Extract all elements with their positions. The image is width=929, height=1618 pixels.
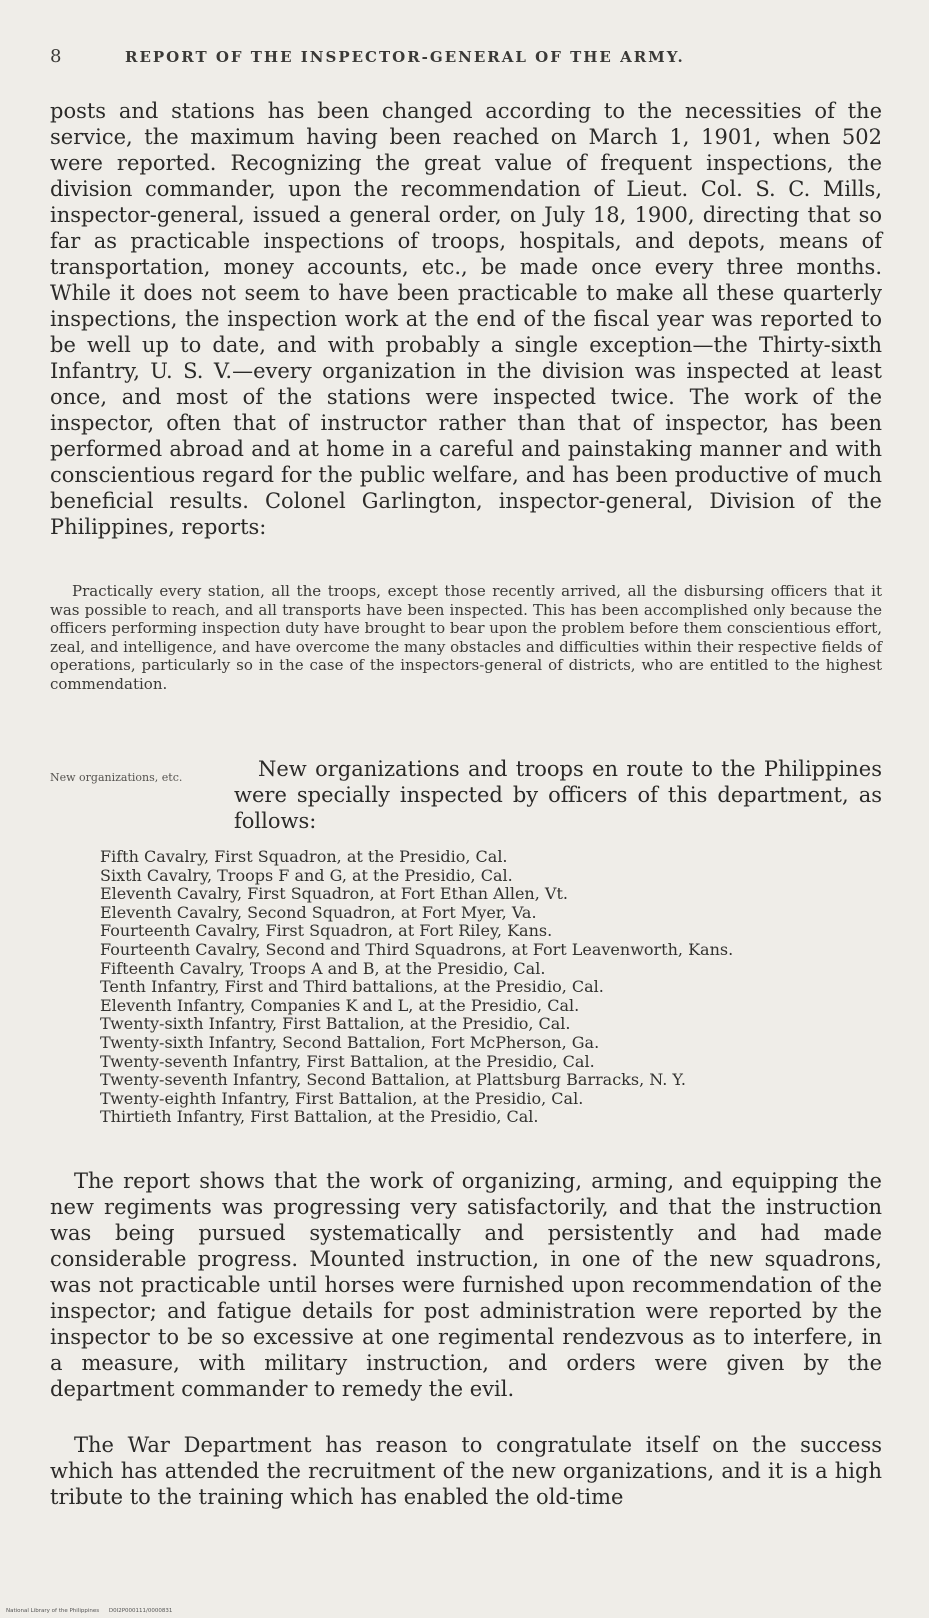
page-number: 8 [50,46,64,67]
block-quote: Practically every station, all the troops, except those recently arrived, all the disbursing officers that it was possible to reach, and all transports have been inspected. This has been accomplished only because the officers performing inspection duty have brought to bear upon the problem before them conscientious effort, zeal, and intelligence, and have overcome the many obstacles and difficulties within their respective fields of operations, particularly so in the case of the inspectors-general of districts, who are entitled to the highest commendation. [50,582,882,693]
list-item: Thirtieth Infantry, First Battalion, at the Presidio, Cal. [100,1107,539,1127]
margin-note: New organizations, etc. [50,771,183,784]
list-item: Eleventh Infantry, Companies K and L, at the Presidio, Cal. [100,995,580,1015]
paragraph-4: The War Department has reason to congratulate itself on the success which has attended the recruitment of the new organizations, and it is a high tribute to the training which has enabled the old-time [50,1433,882,1509]
paragraph-2: New organizations and troops en route to the Philippines were specially inspected by officers of this department, as follows: [234,757,882,833]
list-item: Eleventh Cavalry, Second Squadron, at Fort Myer, Va. [100,902,537,922]
list-item: Eleventh Cavalry, First Squadron, at Fort Ethan Allen, Vt. [100,884,568,904]
list-item: Fifth Cavalry, First Squadron, at the Presidio, Cal. [100,847,508,866]
list-item: Fourteenth Cavalry, Second and Third Squadrons, at Fort Leavenworth, Kans. [100,939,734,959]
inspections-list [100,848,890,1127]
scan-footer [6,1608,172,1614]
list-item: Twenty-eighth Infantry, First Battalion, at the Presidio, Cal. [100,1088,584,1108]
list-item: Fourteenth Cavalry, First Squadron, at Fort Riley, Kans. [100,921,553,941]
list-item: Twenty-sixth Infantry, First Battalion, at the Presidio, Cal. [100,1014,571,1034]
list-item: Tenth Infantry, First and Third battalions, at the Presidio, Cal. [100,977,604,997]
scan-code: D0I2P000111/0000831 [108,1608,173,1614]
list-item: Twenty-seventh Infantry, First Battalion, at the Presidio, Cal. [100,1051,595,1071]
running-title: REPORT OF THE INSPECTOR-GENERAL OF THE ARMY. [125,48,685,66]
list-item: Twenty-seventh Infantry, Second Battalion, at Plattsburg Barracks, N. Y. [100,1070,686,1090]
list-item: Fifteenth Cavalry, Troops A and B, at the Presidio, Cal. [100,958,546,978]
library-credit: National Library of the Philippines [6,1608,100,1614]
paragraph-1: posts and stations has been changed according to the necessities of the service, the maximum having been reached on March 1, 1901, when 502 were reported. Recognizing the great value of frequent inspections, the division commander, upon the recommendation of Lieut. Col. S. C. Mills, inspector-general, issued a general order, on July 18, 1900, directing that so far as practicable inspections of troops, hospitals, and depots, means of transportation, money accounts, etc., be made once every three months. While it does not seem to have been practicable to make all these quarterly inspections, the inspection work at the end of the fiscal year was reported to be well up to date, and with probably a single exception—the Thirty-sixth Infantry, U. S. V.—every organization in the division was inspected at least once, and most of the stations were inspected twice. The work of the inspector, often that of instructor rather than that of inspector, has been performed abroad and at home in a careful and painstaking manner and with conscientious regard for the public welfare, and has been productive of much beneficial results. Colonel Garlington, inspector-general, Division of the Philippines, reports: [50,99,882,539]
list-item: Twenty-sixth Infantry, Second Battalion, Fort McPherson, Ga. [100,1032,600,1052]
list-item: Sixth Cavalry, Troops F and G, at the Presidio, Cal. [100,865,513,885]
paragraph-3: The report shows that the work of organizing, arming, and equipping the new regiments was progressing very satisfactorily, and that the instruction was being pursued systematically and persistently and had made considerable progress. Mounted instruction, in one of the new squadrons, was not practicable until horses were furnished upon recommendation of the inspector; and fatigue details for post administration were reported by the inspector to be so excessive at one regimental rendezvous as to interfere, in a measure, with military instruction, and orders were given by the department commander to remedy the evil. [50,1169,882,1401]
